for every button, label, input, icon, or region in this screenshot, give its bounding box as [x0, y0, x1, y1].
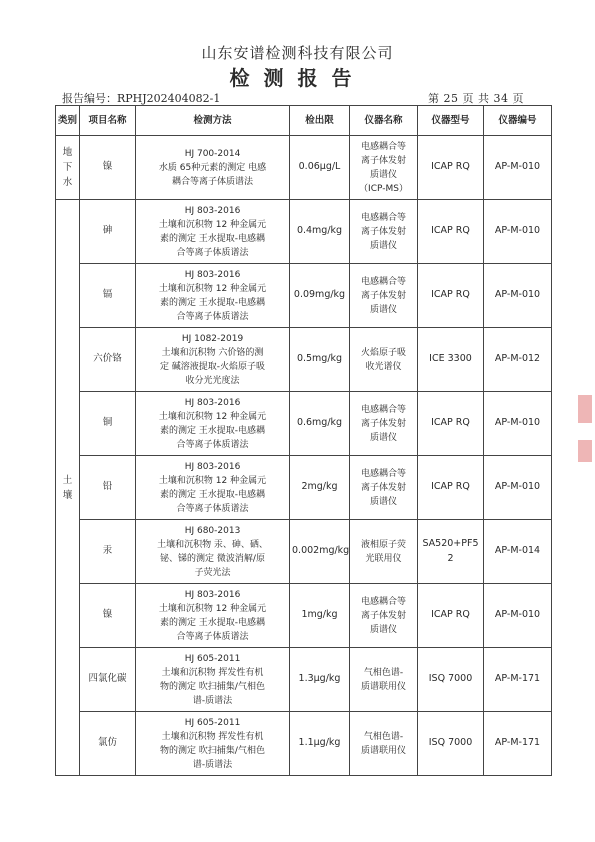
instrument-name	[350, 520, 418, 584]
instrument-model: ICAP RQ	[418, 264, 484, 328]
instrument-model: ICAP RQ	[418, 200, 484, 264]
detection-method-line: 子荧光法	[194, 567, 231, 578]
detection-method	[136, 520, 290, 584]
instrument-name-line: （ICP-MS）	[359, 183, 408, 194]
instrument-model: ISQ 7000	[418, 712, 484, 776]
detection-method-line: 素的测定 王水提取-电感耦	[159, 297, 266, 308]
detection-method	[136, 136, 290, 200]
instrument-name-line: 质谱联用仪	[360, 745, 406, 756]
instrument-name-line: 电感耦合等	[360, 468, 406, 479]
instrument-name-line: 质谱联用仪	[360, 681, 406, 692]
instrument-name-line: 火焰原子吸	[360, 347, 406, 358]
detection-method-line: 土壤和沉积物 六价铬的测	[161, 347, 264, 358]
instrument-model-line: SA520+PF5	[422, 538, 479, 549]
instrument-model-line: 2	[447, 552, 454, 564]
detection-method-line: 素的测定 王水提取-电感耦	[159, 489, 266, 500]
instrument-model: ICE 3300	[418, 328, 484, 392]
instrument-name	[350, 392, 418, 456]
instrument-model: ISQ 7000	[418, 648, 484, 712]
table-row	[56, 456, 552, 520]
detection-method	[136, 648, 290, 712]
detection-limit: 0.002mg/kg	[290, 520, 350, 584]
item-name: 汞	[80, 520, 136, 584]
detection-method-line: HJ 700-2014	[184, 148, 241, 159]
instrument-name	[350, 200, 418, 264]
instrument-name-line: 质谱仪	[369, 304, 397, 315]
detection-method	[136, 264, 290, 328]
detection-method-line: 合等离子体质谱法	[176, 503, 249, 514]
item-name: 镍	[80, 584, 136, 648]
instrument-model: ICAP RQ	[418, 136, 484, 200]
detection-method	[136, 584, 290, 648]
page-info: 第 25 页 共 34 页	[428, 92, 524, 105]
report-number: 报告编号：RPHJ202404082-1	[62, 92, 221, 105]
item-name: 镉	[80, 264, 136, 328]
table-row	[56, 584, 552, 648]
instrument-code: AP-M-010	[484, 200, 552, 264]
detection-limit: 0.6mg/kg	[290, 392, 350, 456]
detection-method-line: 耦合等离子体质谱法	[171, 176, 253, 187]
column-header-item: 项目名称	[80, 106, 136, 136]
instrument-name	[350, 584, 418, 648]
instrument-model: ICAP RQ	[418, 392, 484, 456]
category-groundwater-line: 水	[62, 177, 73, 188]
detection-method-line: 土壤和沉积物 12 种金属元	[158, 219, 267, 230]
instrument-code: AP-M-010	[484, 584, 552, 648]
item-name: 镍	[80, 136, 136, 200]
detection-method-line: 合等离子体质谱法	[176, 247, 249, 258]
detection-method	[136, 328, 290, 392]
detection-limit: 1mg/kg	[290, 584, 350, 648]
detection-method-line: 素的测定 王水提取-电感耦	[159, 425, 266, 436]
table-row	[56, 392, 552, 456]
instrument-name-line: 电感耦合等	[360, 596, 406, 607]
category-soil-line: 壤	[62, 489, 73, 501]
column-header-model: 仪器型号	[418, 106, 484, 136]
detection-method-line: HJ 803-2016	[184, 397, 241, 408]
instrument-name-line: 电感耦合等	[360, 276, 406, 287]
detection-limit: 0.09mg/kg	[290, 264, 350, 328]
detection-method-line: 土壤和沉积物 12 种金属元	[158, 411, 267, 422]
instrument-code: AP-M-171	[484, 648, 552, 712]
item-name: 六价铬	[80, 328, 136, 392]
instrument-name	[350, 712, 418, 776]
detection-method-line: 土壤和沉积物 挥发性有机	[161, 731, 264, 742]
instrument-name-line: 气相色谱-	[363, 667, 404, 678]
detection-method-line: HJ 1082-2019	[181, 333, 244, 344]
instrument-code: AP-M-171	[484, 712, 552, 776]
table-row	[56, 200, 552, 264]
detection-method-line: 合等离子体质谱法	[176, 439, 249, 450]
red-stamp-fragment	[578, 395, 592, 423]
detection-method	[136, 392, 290, 456]
detection-method-line: HJ 680-2013	[184, 525, 241, 536]
instrument-name-line: 质谱仪	[369, 240, 397, 251]
instrument-name-line: 离子体发射	[360, 155, 406, 166]
detection-method-line: 素的测定 王水提取-电感耦	[159, 617, 266, 628]
instrument-name	[350, 648, 418, 712]
detection-method-line: 物的测定 吹扫捕集/气相色	[160, 745, 265, 756]
detection-method-line: 素的测定 王水提取-电感耦	[159, 233, 266, 244]
detection-method-line: HJ 803-2016	[184, 461, 241, 472]
detection-limit: 1.3μg/kg	[290, 648, 350, 712]
instrument-name-line: 电感耦合等	[360, 404, 406, 415]
instrument-code: AP-M-012	[484, 328, 552, 392]
item-name: 铅	[80, 456, 136, 520]
category-groundwater-line: 地	[62, 147, 73, 158]
detection-method-line: HJ 803-2016	[184, 269, 241, 280]
instrument-code: AP-M-010	[484, 136, 552, 200]
detection-method-line: 收分光光度法	[185, 375, 240, 386]
column-header-instrument: 仪器名称	[350, 106, 418, 136]
instrument-code: AP-M-010	[484, 392, 552, 456]
item-name: 四氯化碳	[80, 648, 136, 712]
table-row	[56, 520, 552, 584]
detection-method-line: 铋、锑的测定 微波消解/原	[160, 553, 265, 564]
detection-limit: 0.4mg/kg	[290, 200, 350, 264]
detection-limit: 0.5mg/kg	[290, 328, 350, 392]
column-header-method: 检测方法	[136, 106, 290, 136]
detection-method-line: 水质 65种元素的测定 电感	[158, 162, 267, 173]
instrument-name-line: 液相原子荧	[360, 539, 406, 550]
column-header-category: 类别	[56, 106, 80, 136]
instrument-name	[350, 456, 418, 520]
instrument-name-line: 离子体发射	[360, 290, 406, 301]
table-row	[56, 264, 552, 328]
detection-method-line: 谱-质谱法	[192, 695, 233, 706]
detection-method-line: 土壤和沉积物 挥发性有机	[161, 667, 264, 678]
instrument-name-line: 质谱仪	[369, 496, 397, 507]
detection-method-line: 合等离子体质谱法	[176, 631, 249, 642]
category-groundwater-line: 下	[62, 162, 73, 173]
instrument-name-line: 电感耦合等	[360, 141, 406, 152]
detection-method-line: 土壤和沉积物 12 种金属元	[158, 283, 267, 294]
category-groundwater	[56, 136, 80, 200]
category-soil	[56, 200, 80, 776]
column-header-code: 仪器编号	[484, 106, 552, 136]
detection-method-line: 土壤和沉积物 12 种金属元	[158, 603, 267, 614]
red-stamp-fragment	[578, 440, 592, 462]
instrument-model	[418, 520, 484, 584]
instrument-name	[350, 328, 418, 392]
detection-method	[136, 456, 290, 520]
instrument-name-line: 质谱仪	[369, 432, 397, 443]
table-row	[56, 328, 552, 392]
instrument-name-line: 离子体发射	[360, 418, 406, 429]
instrument-name-line: 电感耦合等	[360, 212, 406, 223]
table-row	[56, 648, 552, 712]
detection-method	[136, 712, 290, 776]
detection-method-line: 合等离子体质谱法	[176, 311, 249, 322]
instrument-model: ICAP RQ	[418, 584, 484, 648]
test-methods-table	[55, 105, 552, 776]
instrument-name-line: 离子体发射	[360, 482, 406, 493]
detection-method-line: HJ 605-2011	[184, 717, 241, 728]
instrument-name-line: 质谱仪	[369, 624, 397, 635]
report-title: 检测报告	[229, 66, 366, 90]
instrument-name	[350, 136, 418, 200]
detection-method-line: 物的测定 吹扫捕集/气相色	[160, 681, 265, 692]
instrument-name-line: 光联用仪	[365, 553, 402, 564]
company-name: 山东安谱检测科技有限公司	[201, 44, 394, 62]
detection-method	[136, 200, 290, 264]
table-row	[56, 136, 552, 200]
detection-limit: 1.1μg/kg	[290, 712, 350, 776]
instrument-code: AP-M-010	[484, 264, 552, 328]
detection-method-line: 定 碱溶液提取-火焰原子吸	[159, 361, 266, 372]
instrument-name-line: 离子体发射	[360, 610, 406, 621]
instrument-name-line: 收光谱仪	[365, 361, 402, 372]
instrument-model: ICAP RQ	[418, 456, 484, 520]
item-name: 砷	[80, 200, 136, 264]
detection-limit: 2mg/kg	[290, 456, 350, 520]
detection-limit: 0.06μg/L	[290, 136, 350, 200]
detection-method-line: 土壤和沉积物 12 种金属元	[158, 475, 267, 486]
instrument-code: AP-M-010	[484, 456, 552, 520]
category-soil-line: 土	[62, 474, 73, 486]
detection-method-line: 土壤和沉积物 汞、砷、硒、	[157, 539, 268, 550]
instrument-name-line: 气相色谱-	[363, 731, 404, 742]
instrument-name-line: 离子体发射	[360, 226, 406, 237]
detection-method-line: HJ 605-2011	[184, 653, 241, 664]
item-name: 氯仿	[80, 712, 136, 776]
detection-method-line: HJ 803-2016	[184, 205, 241, 216]
table-row	[56, 712, 552, 776]
instrument-name	[350, 264, 418, 328]
table-header-row	[56, 106, 552, 136]
detection-method-line: 谱-质谱法	[192, 759, 233, 770]
instrument-name-line: 质谱仪	[369, 169, 397, 180]
detection-method-line: HJ 803-2016	[184, 589, 241, 600]
column-header-limit: 检出限	[290, 106, 350, 136]
item-name: 铜	[80, 392, 136, 456]
instrument-code: AP-M-014	[484, 520, 552, 584]
